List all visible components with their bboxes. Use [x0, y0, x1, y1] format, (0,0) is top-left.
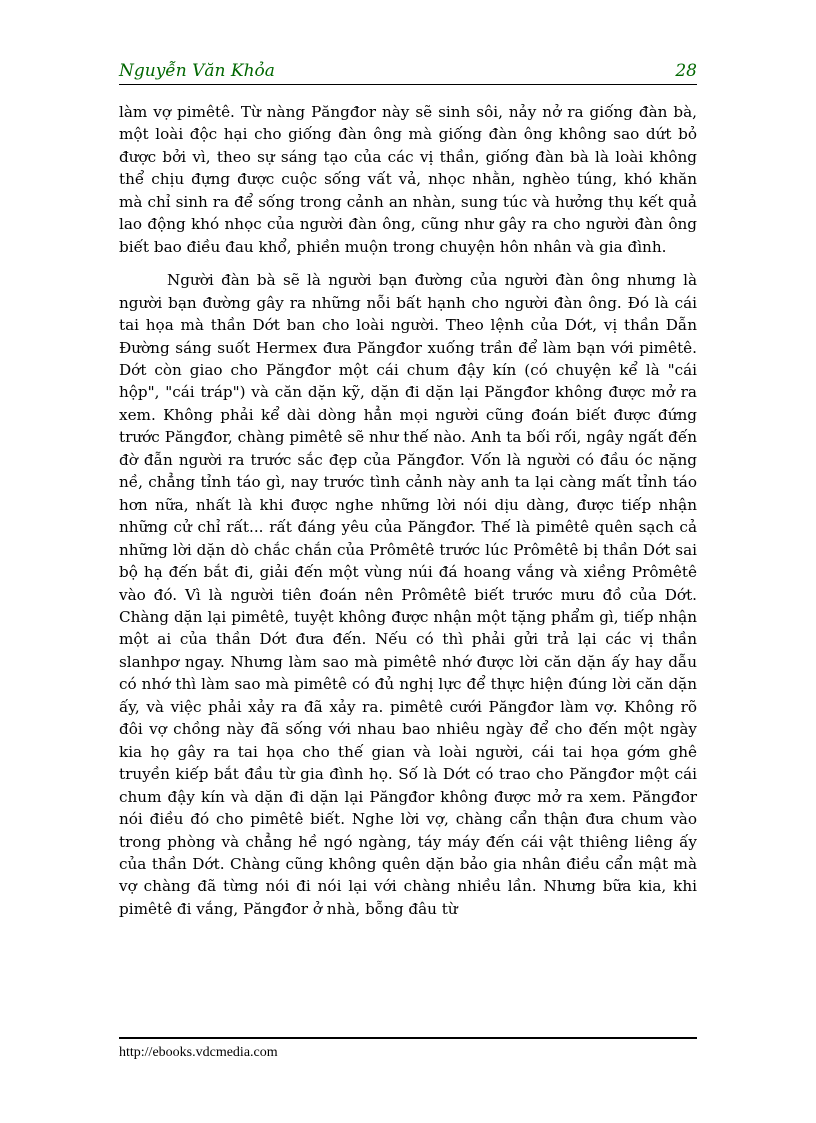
page-number: 28 — [675, 61, 697, 81]
paragraph: Người đàn bà sẽ là người bạn đường của người đàn ông nhưng là người bạn đường gây ra những nỗi bất hạnh cho người đàn ông. Đó là cái tai họa mà thần Dớt ban cho loài người. Theo lệnh của Dớt, vị thần Dẫn Đường sáng suốt Hermex đưa Păngđor xuống trần để làm bạn với pimêtê. Dớt còn giao cho Păngđor một cái chum đậy kín (có chuyện kể là "cái hộp", "cái tráp") và căn dặn kỹ, dặn đi dặn lại Păngđor không được mở ra xem. Không phải kể dài dòng hẳn mọi người cũng đoán biết được đứng trước Păngđor, chàng pimêtê sẽ như thế nào. Anh ta bối rối, ngây ngất đến đờ đẫn người ra trước sắc đẹp của Păngđor. Vốn là người có đầu óc nặng nề, chẳng tỉnh táo gì, nay trước tình cảnh này anh ta lại càng mất tỉnh táo hơn nữa, nhất là khi được nghe những lời nói dịu dàng, được tiếp nhận những cử chỉ rất... rất đáng yêu của Păngđor. Thế là pimêtê quên sạch cả những lời dặn dò chắc chắn của Prômêtê trước lúc Prômêtê bị thần Dớt sai bộ hạ đến bắt đi, giải đến một vùng núi đá hoang vắng và xiềng Prômêtê vào đó. Vì là người tiên đoán nên Prômêtê biết trước mưu đồ của Dớt. Chàng dặn lại pimêtê, tuyệt không được nhận một tặng phẩm gì, tiếp nhận một ai của thần Dớt đưa đến. Nếu có thì phải gửi trả lại các vị thần slanhpơ ngay. Nhưng làm sao mà pimêtê nhớ được lời căn dặn ấy hay dẫu có nhớ thì làm sao mà pimêtê có đủ nghị lực để thực hiện đúng lời căn dặn ấy, và việc phải xảy ra đã xảy ra. pimêtê cưới Păngđor làm vợ. Không rõ đôi vợ chồng này đã sống với nhau bao nhiêu ngày để cho đến một ngày kia họ gây ra tai họa cho thế gian và loài người, cái tai họa gớm ghê truyền kiếp bắt đầu từ gia đình họ. Số là Dớt có trao cho Păngđor một cái chum đậy kín và dặn đi dặn lại Păngđor không được mở ra xem. Păngđor nói điều đó cho pimêtê biết. Nghe lời vợ, chàng cẩn thận đưa chum vào trong phòng và chẳng hề ngó ngàng, táy máy đến cái vật thiêng liêng ấy của thần Dớt. Chàng cũng không quên dặn bảo gia nhân điều cẩn mật mà vợ chàng đã từng nói đi nói lại với chàng nhiều lần. Nhưng bữa kia, khi pimêtê đi vắng, Păngđor ở nhà, bỗng đâu từ — [119, 271, 697, 918]
paragraph: làm vợ pimêtê. Từ nàng Păngđor này sẽ sinh sôi, nảy nở ra giống đàn bà, một loài độc hại cho giống đàn ông mà giống đàn ông không sao dứt bỏ được bởi vì, theo sự sáng tạo của các vị thần, giống đàn bà là loài không thể chịu đựng được cuộc sống vất vả, nhọc nhằn, nghèo túng, khó khăn mà chỉ sinh ra để sống trong cảnh an nhàn, sung túc và hưởng thụ kết quả lao động khó nhọc của người đàn ông, cũng như gây ra cho người đàn ông biết bao điều đau khổ, phiền muộn trong chuyện hôn nhân và gia đình. — [119, 103, 697, 256]
footer-url[interactable]: http://ebooks.vdcmedia.com — [119, 1045, 278, 1060]
body-text — [119, 101, 697, 920]
header-author: Nguyễn Văn Khỏa — [119, 61, 275, 81]
page-header — [119, 60, 697, 85]
footer-divider — [119, 1037, 697, 1039]
